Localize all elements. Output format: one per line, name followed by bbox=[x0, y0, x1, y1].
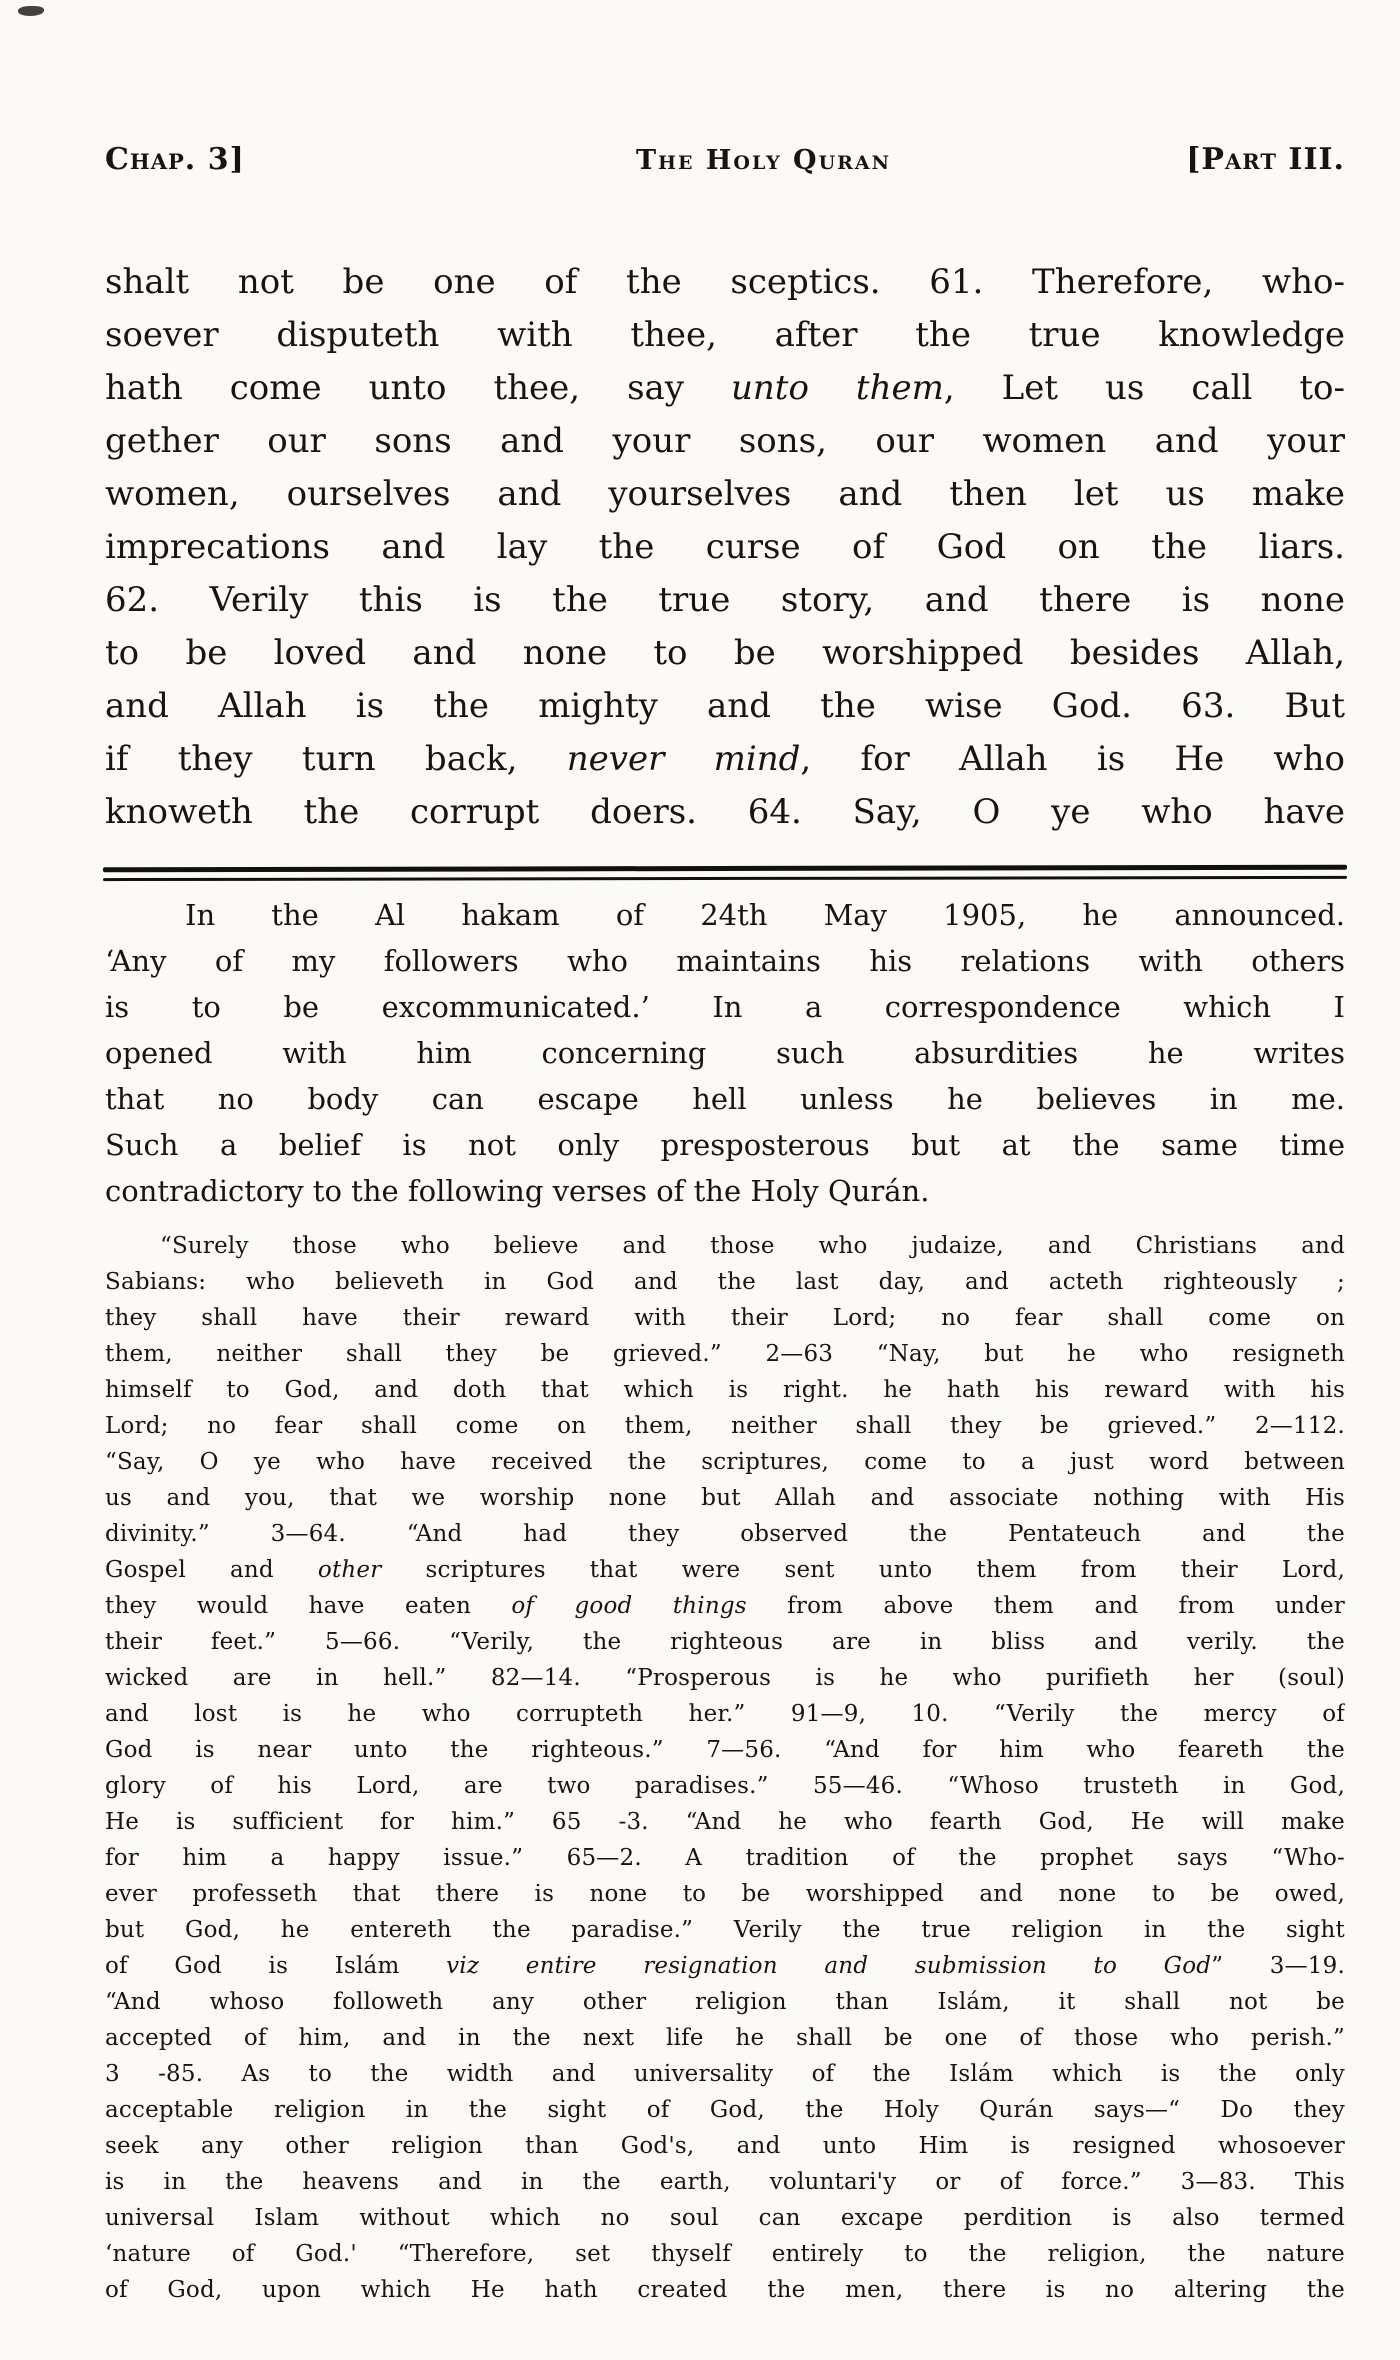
text-line: accepted of him, and in the next life he shall be one of those who perish.” bbox=[105, 2025, 1345, 2051]
text-line: us and you, that we worship none but Allah and associate nothing with His bbox=[105, 1485, 1345, 1511]
text-line: He is sufficient for him.” 65 -3. “And he who fearth God, He will make bbox=[105, 1809, 1345, 1835]
scan-speck bbox=[18, 6, 44, 16]
text-line: they shall have their reward with their Lord; no fear shall come on bbox=[105, 1305, 1345, 1331]
text-line: hath come unto thee, say unto them, Let us call to- bbox=[105, 368, 1345, 408]
text-line: In the Al hakam of 24th May 1905, he announced. bbox=[185, 898, 1345, 932]
text-line: universal Islam without which no soul can excape perdition is also termed bbox=[105, 2205, 1345, 2231]
text-line: Such a belief is not only presposterous but at the same time bbox=[105, 1128, 1345, 1162]
text-line: of God is Islám viz entire resignation and submission to God” 3—19. bbox=[105, 1953, 1345, 1979]
text-line: 3 -85. As to the width and universality of the Islám which is the only bbox=[105, 2061, 1345, 2087]
section-divider bbox=[103, 866, 1347, 880]
text-line: them, neither shall they be grieved.” 2—63 “Nay, but he who resigneth bbox=[105, 1341, 1345, 1367]
quran-quotes-block bbox=[105, 1228, 1345, 2308]
header-part: [Part III. bbox=[1186, 142, 1345, 177]
text-line: of God, upon which He hath created the men, there is no altering the bbox=[105, 2277, 1345, 2303]
text-line: gether our sons and your sons, our women and your bbox=[105, 421, 1345, 461]
running-header bbox=[105, 142, 1345, 186]
commentary-block bbox=[105, 892, 1345, 1214]
text-line: and Allah is the mighty and the wise God. 63. But bbox=[105, 686, 1345, 726]
text-line: imprecations and lay the curse of God on the liars. bbox=[105, 527, 1345, 567]
text-line: God is near unto the righteous.” 7—56. “And for him who feareth the bbox=[105, 1737, 1345, 1763]
text-line: is to be excommunicated.’ In a correspondence which I bbox=[105, 990, 1345, 1024]
text-line: their feet.” 5—66. “Verily, the righteous are in bliss and verily. the bbox=[105, 1629, 1345, 1655]
text-line: ever professeth that there is none to be worshipped and none to be owed, bbox=[105, 1881, 1345, 1907]
text-line: acceptable religion in the sight of God, the Holy Qurán says—“ Do they bbox=[105, 2097, 1345, 2123]
main-text-block bbox=[105, 256, 1345, 839]
divider-rule-bottom bbox=[103, 876, 1347, 881]
text-line: ‘nature of God.' “Therefore, set thyself entirely to the religion, the nature bbox=[105, 2241, 1345, 2267]
text-line: Lord; no fear shall come on them, neither shall they be grieved.” 2—112. bbox=[105, 1413, 1345, 1439]
text-line: Gospel and other scriptures that were sent unto them from their Lord, bbox=[105, 1557, 1345, 1583]
text-line: “Say, O ye who have received the scriptures, come to a just word between bbox=[105, 1449, 1345, 1475]
text-line: shalt not be one of the sceptics. 61. Therefore, who- bbox=[105, 262, 1345, 302]
text-line: Sabians: who believeth in God and the last day, and acteth righteously ; bbox=[105, 1269, 1345, 1295]
header-chapter: Chap. 3] bbox=[105, 142, 245, 177]
text-line: contradictory to the following verses of the Holy Qurán. bbox=[105, 1174, 930, 1208]
text-line: knoweth the corrupt doers. 64. Say, O ye who have bbox=[105, 792, 1345, 832]
text-line: women, ourselves and yourselves and then let us make bbox=[105, 474, 1345, 514]
text-line: and lost is he who corrupteth her.” 91—9, 10. “Verily the mercy of bbox=[105, 1701, 1345, 1727]
text-line: but God, he entereth the paradise.” Verily the true religion in the sight bbox=[105, 1917, 1345, 1943]
text-line: to be loved and none to be worshipped besides Allah, bbox=[105, 633, 1345, 673]
text-line: opened with him concerning such absurdities he writes bbox=[105, 1036, 1345, 1070]
text-line: wicked are in hell.” 82—14. “Prosperous is he who purifieth her (soul) bbox=[105, 1665, 1345, 1691]
header-title: The Holy Quran bbox=[635, 145, 892, 176]
text-line: soever disputeth with thee, after the true knowledge bbox=[105, 315, 1345, 355]
text-line: that no body can escape hell unless he believes in me. bbox=[105, 1082, 1345, 1116]
text-line: 62. Verily this is the true story, and there is none bbox=[105, 580, 1345, 620]
text-line: is in the heavens and in the earth, voluntari'y or of force.” 3—83. This bbox=[105, 2169, 1345, 2195]
text-line: “And whoso followeth any other religion than Islám, it shall not be bbox=[105, 1989, 1345, 2015]
text-line: himself to God, and doth that which is right. he hath his reward with his bbox=[105, 1377, 1345, 1403]
text-line: seek any other religion than God's, and unto Him is resigned whosoever bbox=[105, 2133, 1345, 2159]
text-line: if they turn back, never mind, for Allah is He who bbox=[105, 739, 1345, 779]
text-line: they would have eaten of good things from above them and from under bbox=[105, 1593, 1345, 1619]
divider-rule-top bbox=[103, 865, 1347, 873]
text-line: glory of his Lord, are two paradises.” 55—46. “Whoso trusteth in God, bbox=[105, 1773, 1345, 1799]
text-line: “Surely those who believe and those who judaize, and Christians and bbox=[160, 1233, 1345, 1259]
text-line: for him a happy issue.” 65—2. A tradition of the prophet says “Who- bbox=[105, 1845, 1345, 1871]
text-line: divinity.” 3—64. “And had they observed the Pentateuch and the bbox=[105, 1521, 1345, 1547]
text-line: ‘Any of my followers who maintains his relations with others bbox=[105, 944, 1345, 978]
